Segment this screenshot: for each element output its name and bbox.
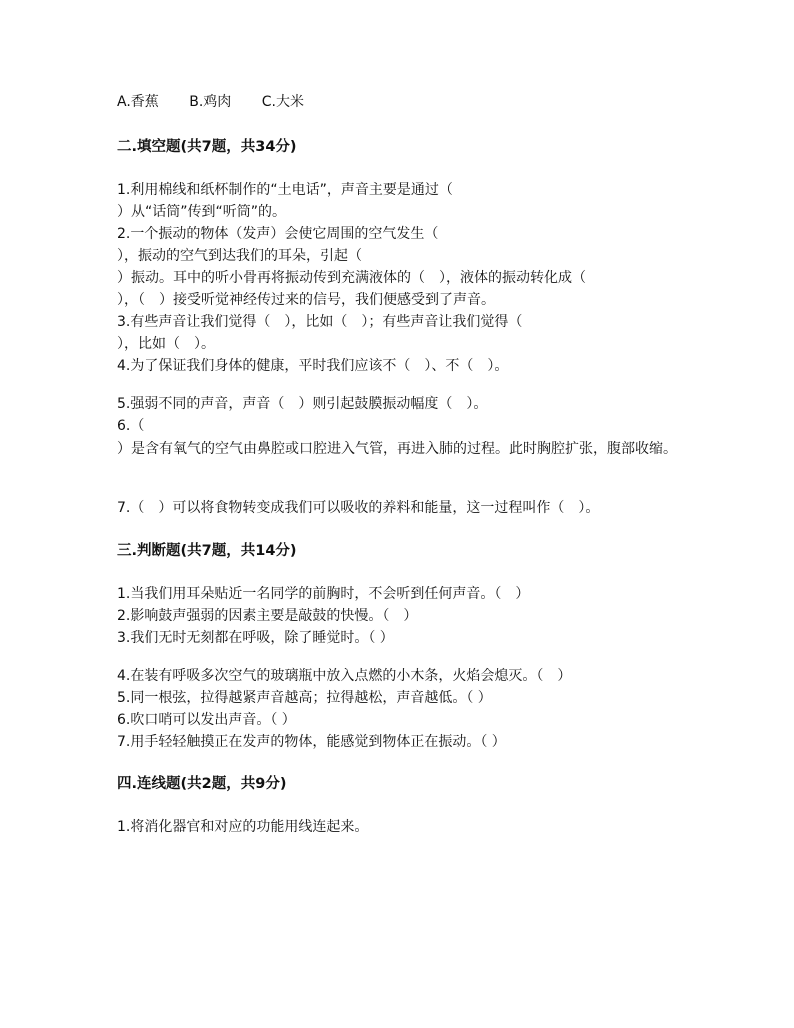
answer-options-row bbox=[117, 92, 697, 112]
question-line: ），比如（ ）。 bbox=[117, 336, 215, 352]
question-line: ），振动的空气到达我们的耳朵，引起（ bbox=[117, 248, 362, 264]
question-line: 3.我们无时无刻都在呼吸，除了睡觉时。（ ） bbox=[117, 630, 394, 646]
question-line: ）从“话筒”传到“听筒”的。 bbox=[117, 204, 287, 220]
option-b: B.鸡肉 bbox=[189, 94, 232, 110]
question-line: 1.利用棉线和纸杯制作的“土电话”，声音主要是通过（ bbox=[117, 182, 453, 198]
question-line: 6.（ bbox=[117, 418, 145, 434]
question-line: 4.在装有呼吸多次空气的玻璃瓶中放入点燃的小木条，火焰会熄灭。（ ） bbox=[117, 668, 572, 684]
question-line: 4.为了保证我们身体的健康，平时我们应该不（ ）、不（ ）。 bbox=[117, 358, 509, 374]
section-heading-matching: 四.连线题(共2题，共9分) bbox=[117, 776, 287, 792]
section-heading-true-false: 三.判断题(共7题，共14分) bbox=[117, 543, 297, 559]
option-c: C.大米 bbox=[261, 94, 304, 110]
section-heading-fill-blank: 二.填空题(共7题，共34分) bbox=[117, 139, 297, 155]
question-line: ），（ ）接受听觉神经传过来的信号，我们便感受到了声音。 bbox=[117, 292, 495, 308]
question-line: 5.同一根弦，拉得越紧声音越高；拉得越松，声音越低。（ ） bbox=[117, 690, 492, 706]
question-line: 2.影响鼓声强弱的因素主要是敲鼓的快慢。（ ） bbox=[117, 608, 418, 624]
question-line: 6.吹口哨可以发出声音。（ ） bbox=[117, 712, 296, 728]
question-line: 7.（ ）可以将食物转变成我们可以吸收的养料和能量，这一过程叫作（ ）。 bbox=[117, 500, 600, 516]
question-line: ）振动。耳中的听小骨再将振动传到充满液体的（ ），液体的振动转化成（ bbox=[117, 270, 586, 286]
question-line: 1.当我们用耳朵贴近一名同学的前胸时，不会听到任何声音。（ ） bbox=[117, 586, 530, 602]
question-line: 7.用手轻轻触摸正在发声的物体，能感觉到物体正在振动。（ ） bbox=[117, 734, 506, 750]
question-line: 1.将消化器官和对应的功能用线连起来。 bbox=[117, 819, 369, 835]
question-line: 2.一个振动的物体（发声）会使它周围的空气发生（ bbox=[117, 226, 439, 242]
question-line: ）是含有氧气的空气由鼻腔或口腔进入气管，再进入肺的过程。此时胸腔扩张，腹部收缩。 bbox=[117, 441, 677, 457]
question-line: 5.强弱不同的声音，声音（ ）则引起鼓膜振动幅度（ ）。 bbox=[117, 396, 488, 412]
option-a: A.香蕉 bbox=[117, 94, 159, 110]
question-line: 3.有些声音让我们觉得（ ），比如（ ）；有些声音让我们觉得（ bbox=[117, 314, 523, 330]
